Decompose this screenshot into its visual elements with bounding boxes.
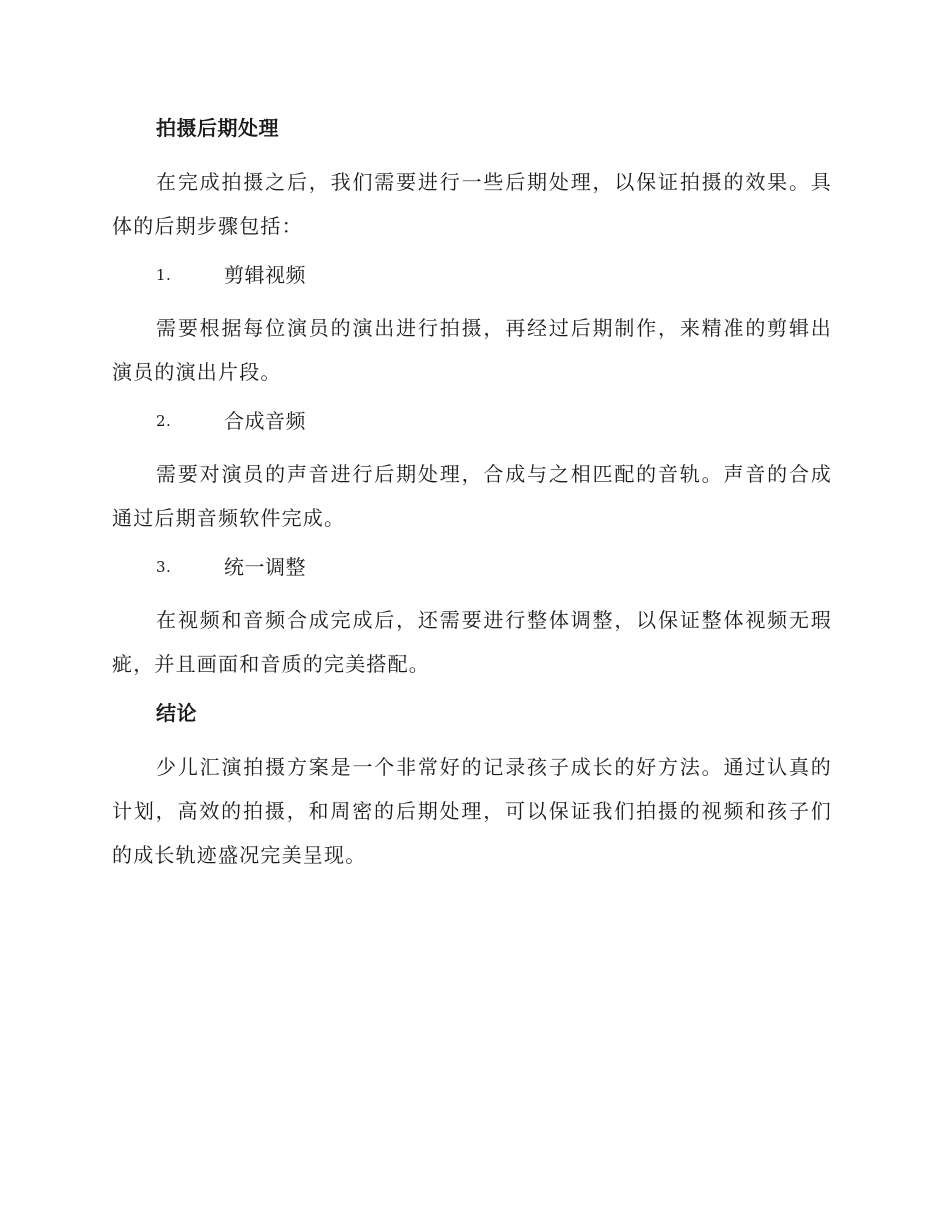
list-item-3	[112, 547, 832, 587]
list-item-title: 合成音频	[224, 409, 306, 433]
intro-paragraph: 在完成拍摄之后，我们需要进行一些后期处理，以保证拍摄的效果。具体的后期步骤包括：	[112, 170, 832, 238]
document-content	[112, 108, 832, 884]
section-heading-post-production: 拍摄后期处理	[156, 116, 279, 140]
list-item-number: 2.	[156, 412, 172, 430]
list-item-1	[112, 255, 832, 295]
list-item-1-paragraph: 需要根据每位演员的演出进行拍摄，再经过后期制作，来精准的剪辑出演员的演出片段。	[112, 316, 832, 384]
list-item-2	[112, 401, 832, 441]
list-item-number: 3.	[156, 558, 172, 576]
conclusion-paragraph: 少儿汇演拍摄方案是一个非常好的记录孩子成长的好方法。通过认真的计划，高效的拍摄，和周密的后期处理，可以保证我们拍摄的视频和孩子们的成长轨迹盛况完美呈现。	[112, 755, 832, 867]
list-item-3-paragraph: 在视频和音频合成完成后，还需要进行整体调整，以保证整体视频无瑕疵，并且画面和音质的完美搭配。	[112, 608, 832, 676]
list-item-title: 统一调整	[224, 555, 306, 579]
section-heading-conclusion: 结论	[156, 701, 197, 725]
list-item-2-paragraph: 需要对演员的声音进行后期处理，合成与之相匹配的音轨。声音的合成通过后期音频软件完成。	[112, 462, 832, 530]
list-item-title: 剪辑视频	[224, 263, 306, 287]
list-item-number: 1.	[156, 266, 172, 284]
